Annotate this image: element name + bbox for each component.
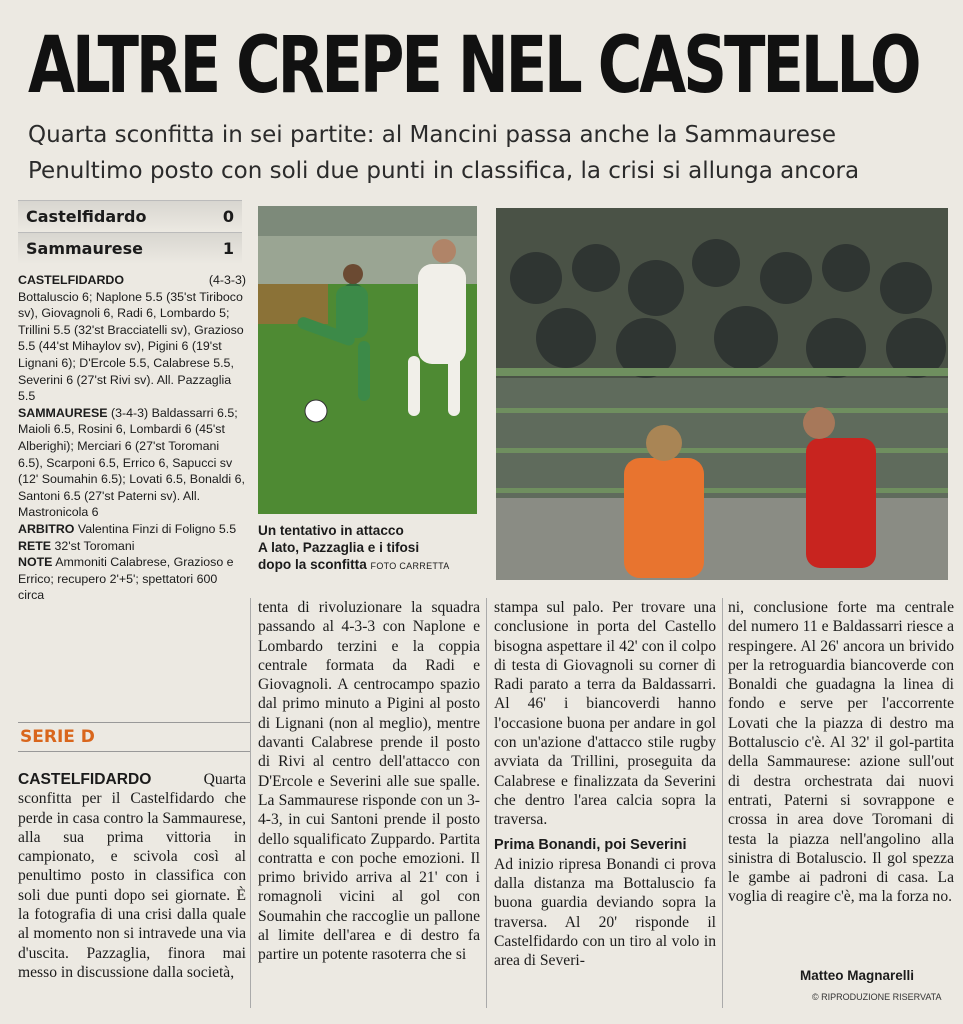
scoreboard (18, 200, 242, 264)
home-lineup: Bottaluscio 6; Naplone 5.5 (35'st Tiriboco sv), Giovagnoli 6, Radi 6, Lombardo 5; Trillini 5.5 (32'st Bracciatelli sv), Grazioso 5.5 (44'st Mihaylov sv), Pigini 6 (19'st Lignani 6); D'Ercole 5.5, Calabrese 5.5, Severini 6 (27'st Rivi sv). All. Pazzaglia 5.5 (18, 289, 244, 404)
author: Matteo Magnarelli (800, 968, 915, 983)
section-label: SERIE D (18, 722, 250, 752)
notes-label: NOTE (18, 555, 53, 570)
away-lineup: (3-4-3) Baldassarri 6.5; Maioli 6.5, Rosini 6, Lombardi 6 (45'st Alberighi); Merciari 6 (27'st Toromani 6.5), Scarponi 6.5, Errico 6, Sapucci sv (12' Soumahin 6.5); Lovati 6.5, Bonaldi 6, Santoni 6.5 (27'st Paterni sv). All. Mastronicola 6 (18, 405, 245, 520)
score-row-home (18, 200, 242, 232)
article-text-4: ni, conclusione forte ma centrale del numero 11 e Baldassarri riesce a respingere. Al 26' ancora un brivido per la retroguardia biancoverde con Bonaldi che guadagna la linea di fondo e serve per l'accorrente Lovati che la piazza di destro ma Bottaluscio c'è. Al 32' il gol-partita della Sammaurese: azione sull'out di destra orchestrata dai nuovi entrati, Paterni si sovrappone e crossa in area dove Toromani di testa la piazza nell'angolino alla sinistra di Botaluscio. Il gol spezza le gambe ai padroni di casa. La voglia di reagire c'è, ma la forza no. (728, 599, 954, 906)
home-team: Castelfidardo (26, 207, 147, 226)
article-kicker: CASTELFIDARDO (18, 771, 152, 788)
goal-label: RETE (18, 538, 52, 553)
referee-label: ARBITRO (18, 521, 75, 536)
goal: 32'st Toromani (54, 538, 135, 553)
away-label: SAMMAURESE (18, 405, 108, 420)
home-label: CASTELFIDARDO (18, 273, 125, 287)
notes: Ammoniti Calabrese, Grazioso e Errico; recupero 2'+5'; spettatori 600 circa (18, 555, 234, 603)
home-goals: 0 (222, 207, 234, 226)
article-subhead: Prima Bonandi, poi Severini (494, 836, 687, 853)
photo-caption (258, 522, 488, 575)
caption-line-3: dopo la sconfitta (258, 557, 367, 572)
photo-credit: FOTO CARRETTA (370, 561, 450, 571)
photo-fans (496, 208, 948, 580)
copyright-note: © RIPRODUZIONE RISERVATA (812, 992, 942, 1002)
column-divider (722, 598, 723, 1008)
away-goals: 1 (222, 239, 234, 258)
article-column-1 (18, 770, 246, 982)
away-team: Sammaurese (26, 239, 143, 258)
photo-attack (258, 206, 477, 514)
subtitle-line-1: Quarta sconfitta in sei partite: al Mancini passa anche la Sammaurese (28, 122, 837, 148)
article-column-4 (728, 598, 954, 907)
subtitle-line-2: Penultimo posto con soli due punti in classifica, la crisi si allunga ancora (28, 158, 860, 184)
score-row-away (18, 232, 242, 264)
caption-line-2: A lato, Pazzaglia e i tifosi (258, 540, 420, 555)
article-column-2 (258, 598, 480, 965)
article-text-1: Quarta sconfitta per il Castelfidardo che perde in casa contro la Sammaurese, alla sua prima vittoria in campionato, e scivola così al penultimo posto in classifica con soli due punti dopo sei giornate. È la fotografia di una crisi dalla quale al momento non si intravede una via d'uscita. Pazzaglia, finora mai messo in discussione dalla società, (18, 771, 246, 981)
article-text-3b: Ad inizio ripresa Bonandi ci prova dalla distanza ma Bottaluscio fa buona guardia deviando sopra la traversa. Al 20' risponde il Castelfidardo con un tiro al volo in area di Severi- (494, 855, 716, 970)
column-divider (250, 598, 251, 1008)
headline: ALTRE CREPE NEL CASTELLO (28, 21, 919, 111)
referee: Valentina Finzi di Foligno 5.5 (77, 521, 237, 536)
article-column-3 (494, 598, 716, 971)
home-formation: (4-3-3) (208, 273, 246, 287)
caption-line-1: Un tentativo in attacco (258, 523, 404, 538)
match-sheet (18, 272, 246, 604)
article-text-3a: stampa sul palo. Per trovare una conclusione in porta del Castello bisogna aspettare il 42' con il colpo di testa di Giovagnoli su corner di Radi parato a terra da Baldassarri. Al 46' i biancoverdi hanno l'occasione buona per andare in gol con un'azione d'attacco stile rugby avviata da Trillini, proseguita da Calabrese e finalizzata da Severini che dentro l'area calcia sopra la traversa. (494, 599, 716, 829)
article-text-2: tenta di rivoluzionare la squadra passando al 4-3-3 con Naplone e Lombardo terzini e la coppia centrale formata da Radi e Giovagnoli. A centrocampo spazio dal primo minuto a Pigini al posto di Lignani (non al meglio), mentre davanti Calabrese prende il posto di Rivi al centro dell'attacco con D'Ercole e Severini alle sue spalle. La Sammaurese risponde con un 3-4-3, in cui Santoni prende il posto dello squalificato Zuppardo. Partita contratta e con poche emozioni. Il primo brivido arriva al 21' con i romagnoli vicini al gol con Soumahin che raccoglie un pallone al limite dell'area e di destro fa partire un potente rasoterra che si (258, 599, 480, 964)
column-divider (486, 598, 487, 1008)
